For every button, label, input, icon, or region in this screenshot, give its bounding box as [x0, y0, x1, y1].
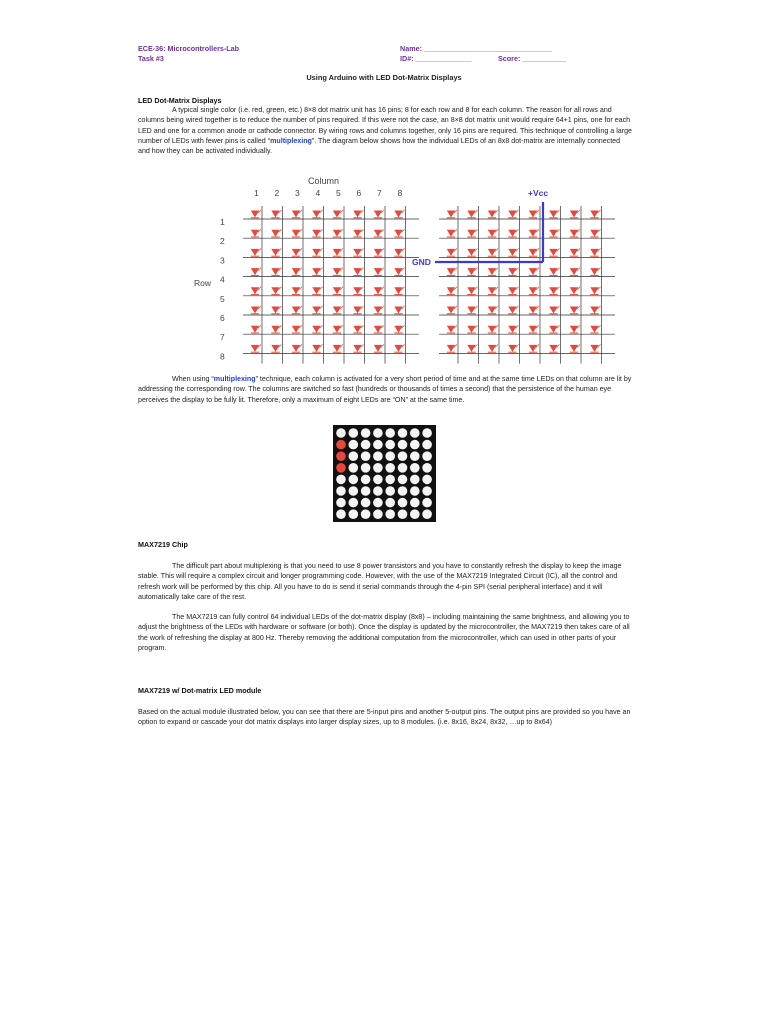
- led-diode: [467, 287, 477, 295]
- unlit-led: [422, 475, 432, 485]
- unlit-led: [373, 486, 383, 496]
- lit-led: [336, 451, 346, 461]
- column-number: 7: [377, 188, 382, 198]
- unlit-led: [336, 509, 346, 519]
- led-diode: [333, 325, 343, 333]
- led-diode: [374, 287, 384, 295]
- led-diode: [251, 287, 261, 295]
- led-diode: [549, 306, 559, 314]
- led-diode: [271, 325, 281, 333]
- max7219-paragraph-2: The MAX7219 can fully control 64 individual LEDs of the dot-matrix display (8x8) – including maintaining the same brightness, and allowing you to adjust the brightness of the LEDs with hardware or software (or both). Once the display is updated by the microcontroller, the MAX7219 then takes care of all the work of refreshing the display at 800 Hz. Thereby removing the additional computation from the microcontroller, which can used in other parts of your program.: [138, 613, 630, 652]
- led-diode: [549, 344, 559, 352]
- led-diode: [271, 287, 281, 295]
- row-number: 4: [220, 274, 225, 285]
- led-diode: [570, 210, 580, 218]
- lit-led: [336, 463, 346, 473]
- unlit-led: [373, 451, 383, 461]
- unlit-led: [361, 440, 371, 450]
- intro-paragraph: A typical single color (i.e. red, green, etc.) 8×8 dot matrix unit has 16 pins; 8 for each row and 8 for each column. The reason for all rows and columns being wired together is to reduce the number of pins required. If this were not the case, an 8×8 dot matrix unit would require 64+1 pins, one for each LED and one for a common anode or cathode connector. By wiring rows and columns together, only 16 pins are required. This technique of controlling a large number of LEDs with fewer pins is called “multiplexing”. The diagram below shows how the individual LEDs of an 8x8 dot-matrix are internally connected and how they can be activated individually.: [138, 106, 632, 156]
- unlit-led: [349, 440, 359, 450]
- row-number: 8: [220, 351, 225, 362]
- led-diode: [292, 248, 302, 256]
- unlit-led: [422, 509, 432, 519]
- unlit-led: [349, 428, 359, 438]
- led-diode: [488, 344, 498, 352]
- led-diode: [488, 229, 498, 237]
- led-diode: [590, 229, 600, 237]
- column-number: 6: [356, 188, 362, 198]
- led-diode: [271, 229, 281, 237]
- led-diode: [590, 325, 600, 333]
- led-diode: [529, 344, 539, 352]
- unlit-led: [410, 498, 420, 508]
- led-diode: [508, 344, 518, 352]
- unlit-led: [385, 509, 395, 519]
- led-diode: [570, 344, 580, 352]
- section-heading-led-dot-matrix: LED Dot-Matrix Displays: [138, 96, 222, 105]
- led-diode: [394, 210, 404, 218]
- led-diode: [333, 248, 343, 256]
- column-number: 3: [295, 188, 300, 198]
- lit-led: [336, 440, 346, 450]
- unlit-led: [349, 451, 359, 461]
- unlit-led: [349, 475, 359, 485]
- led-diode: [549, 287, 559, 295]
- module-paragraph: Based on the actual module illustrated below, you can see that there are 5-input pins and another 5-output pins. The output pins are provided so you have an option to expand or cascade your dot matrix displays into larger display sizes, up to 8 modules. (i.e. 8x16, 8x24, 8x32, …up to 8x64): [138, 708, 631, 727]
- led-diode: [447, 229, 457, 237]
- led-diode: [292, 268, 302, 276]
- unlit-led: [373, 463, 383, 473]
- led-diode: [447, 248, 457, 256]
- led-diode: [312, 306, 322, 314]
- led-diode: [394, 287, 404, 295]
- led-diode: [488, 287, 498, 295]
- led-diode: [292, 325, 302, 333]
- led-diode: [271, 268, 281, 276]
- lit-led-matrix-image: [333, 425, 436, 522]
- unlit-led: [373, 475, 383, 485]
- page-title: Using Arduino with LED Dot-Matrix Displays: [306, 73, 462, 82]
- led-diode: [549, 268, 559, 276]
- led-diode: [271, 306, 281, 314]
- led-diode: [467, 268, 477, 276]
- column-number: 2: [274, 188, 280, 198]
- led-diode: [251, 325, 261, 333]
- unlit-led: [373, 509, 383, 519]
- led-diode: [353, 344, 363, 352]
- unlit-led: [361, 475, 371, 485]
- led-diode: [529, 306, 539, 314]
- led-grid-right: [439, 206, 615, 364]
- led-diode: [590, 248, 600, 256]
- led-diode: [508, 268, 518, 276]
- column-label: Column: [308, 176, 340, 186]
- led-diode: [394, 325, 404, 333]
- unlit-led: [336, 428, 346, 438]
- led-diode: [394, 229, 404, 237]
- led-diode: [549, 229, 559, 237]
- unlit-led: [361, 463, 371, 473]
- led-diode: [312, 248, 322, 256]
- led-diode: [529, 210, 539, 218]
- led-diode: [251, 306, 261, 314]
- led-diode: [333, 229, 343, 237]
- led-diode: [549, 210, 559, 218]
- led-diode: [590, 268, 600, 276]
- led-diode: [508, 229, 518, 237]
- led-diode: [271, 248, 281, 256]
- led-diode: [488, 210, 498, 218]
- led-diode: [508, 287, 518, 295]
- led-diode: [353, 229, 363, 237]
- led-diode: [312, 344, 322, 352]
- led-diode: [549, 248, 559, 256]
- led-diode: [447, 306, 457, 314]
- row-label: Row: [194, 278, 212, 288]
- unlit-led: [361, 486, 371, 496]
- unlit-led: [336, 475, 346, 485]
- unlit-led: [385, 428, 395, 438]
- unlit-led: [422, 451, 432, 461]
- led-diode: [333, 268, 343, 276]
- column-numbers: [254, 188, 403, 198]
- led-diode: [570, 229, 580, 237]
- row-number: 6: [220, 313, 225, 323]
- column-number: 4: [315, 188, 321, 198]
- led-diode: [570, 306, 580, 314]
- unlit-led: [410, 475, 420, 485]
- row-number: 5: [220, 293, 225, 304]
- led-diode: [312, 210, 322, 218]
- unlit-led: [398, 498, 408, 508]
- multiplexing-paragraph: When using “multiplexing” technique, each column is activated for a very short period of time and at the same time LEDs on that column are lit by addressing the corresponding row. The columns are switched so fast (hundreds or thousands of times a second) that the persistence of the human eye perceives the display to be fully lit. Therefore, only a maximum of eight LEDs are “ON” at the same time.: [138, 375, 632, 404]
- led-diode: [374, 248, 384, 256]
- led-diode: [508, 306, 518, 314]
- led-diode: [312, 268, 322, 276]
- led-diode: [447, 344, 457, 352]
- led-diode: [374, 325, 384, 333]
- led-diode: [374, 268, 384, 276]
- unlit-led: [349, 509, 359, 519]
- unlit-led: [398, 509, 408, 519]
- unlit-led: [336, 498, 346, 508]
- column-number: 8: [397, 188, 403, 198]
- row-number: 2: [220, 236, 225, 247]
- led-diode: [570, 268, 580, 276]
- name-field: Name: ________________________________: [400, 44, 552, 53]
- unlit-led: [349, 463, 359, 473]
- led-diode: [374, 344, 384, 352]
- unlit-led: [398, 463, 408, 473]
- led-diode: [488, 325, 498, 333]
- column-number: 1: [254, 188, 259, 198]
- unlit-led: [336, 486, 346, 496]
- led-diode: [590, 344, 600, 352]
- led-diode: [271, 344, 281, 352]
- led-diode: [251, 229, 261, 237]
- course-title: ECE-36: Microcontrollers-Lab: [138, 44, 240, 53]
- led-diode: [333, 306, 343, 314]
- led-diode: [292, 344, 302, 352]
- column-number: 5: [336, 188, 341, 198]
- led-diode: [353, 287, 363, 295]
- section-heading-module: MAX7219 w/ Dot-matrix LED module: [138, 686, 262, 695]
- unlit-led: [422, 486, 432, 496]
- led-diode: [447, 287, 457, 295]
- led-diode: [292, 306, 302, 314]
- row-numbers: [220, 217, 225, 361]
- row-number: 7: [220, 332, 225, 343]
- led-diode: [374, 229, 384, 237]
- led-diode: [508, 248, 518, 256]
- unlit-led: [410, 428, 420, 438]
- led-diode: [374, 306, 384, 314]
- task-number: Task #3: [138, 54, 164, 63]
- led-diode: [590, 210, 600, 218]
- led-diode: [488, 268, 498, 276]
- led-diode: [292, 287, 302, 295]
- led-diode: [570, 325, 580, 333]
- unlit-led: [410, 509, 420, 519]
- unlit-led: [349, 486, 359, 496]
- unlit-led: [385, 498, 395, 508]
- unlit-led: [385, 475, 395, 485]
- led-diode: [312, 325, 322, 333]
- unlit-led: [361, 451, 371, 461]
- unlit-led: [422, 463, 432, 473]
- dot-matrix-wiring-diagram: [190, 172, 620, 367]
- led-diode: [292, 229, 302, 237]
- led-diode: [292, 210, 302, 218]
- unlit-led: [385, 440, 395, 450]
- led-diode: [374, 210, 384, 218]
- led-diode: [590, 306, 600, 314]
- unlit-led: [361, 509, 371, 519]
- led-diode: [467, 248, 477, 256]
- led-diode: [467, 210, 477, 218]
- led-diode: [447, 268, 457, 276]
- unlit-led: [410, 486, 420, 496]
- led-diode: [590, 287, 600, 295]
- led-diode: [312, 287, 322, 295]
- led-diode: [570, 287, 580, 295]
- unlit-led: [410, 463, 420, 473]
- led-diode: [251, 268, 261, 276]
- unlit-led: [361, 498, 371, 508]
- id-field: ID#: ______________: [400, 54, 472, 63]
- led-diode: [353, 306, 363, 314]
- led-diode: [467, 325, 477, 333]
- led-diode: [353, 268, 363, 276]
- led-diode: [529, 229, 539, 237]
- led-diode: [333, 287, 343, 295]
- led-diode: [467, 306, 477, 314]
- led-diode: [529, 287, 539, 295]
- led-diode: [549, 325, 559, 333]
- unlit-led: [373, 498, 383, 508]
- led-diode: [251, 344, 261, 352]
- led-diode: [394, 344, 404, 352]
- unlit-led: [398, 475, 408, 485]
- led-diode: [570, 248, 580, 256]
- led-diode: [508, 325, 518, 333]
- unlit-led: [385, 451, 395, 461]
- led-grid-left: [243, 206, 419, 364]
- led-diode: [333, 210, 343, 218]
- led-diode: [488, 306, 498, 314]
- unlit-led: [385, 486, 395, 496]
- unlit-led: [398, 440, 408, 450]
- led-diode: [271, 210, 281, 218]
- led-diode: [529, 248, 539, 256]
- unlit-led: [410, 440, 420, 450]
- score-field: Score: ___________: [498, 54, 567, 63]
- led-diode: [251, 210, 261, 218]
- led-diode: [529, 325, 539, 333]
- vcc-label: +Vcc: [528, 188, 549, 198]
- led-diode: [353, 210, 363, 218]
- max7219-paragraph-1: The difficult part about multiplexing is that you need to use 8 power transistors and you have to constantly refresh the display to keep the image stable. This will require a complex circuit and longer programming code. However, with the use of the MAX7219 Integrated Circuit (IC), all the control and refresh work will be performed by this chip. All you have to do is send it serial commands through the 4-pin SPI (serial peripheral interface) and it will automatically take care of the rest.: [138, 562, 622, 601]
- led-diode: [394, 248, 404, 256]
- unlit-led: [410, 451, 420, 461]
- unlit-led: [398, 486, 408, 496]
- led-diode: [312, 229, 322, 237]
- led-diode: [467, 344, 477, 352]
- unlit-led: [373, 440, 383, 450]
- unlit-led: [373, 428, 383, 438]
- led-diode: [508, 210, 518, 218]
- led-diode: [353, 325, 363, 333]
- led-diode: [353, 248, 363, 256]
- unlit-led: [349, 498, 359, 508]
- gnd-label: GND: [412, 257, 431, 267]
- led-diode: [251, 248, 261, 256]
- unlit-led: [361, 428, 371, 438]
- led-diode: [447, 210, 457, 218]
- unlit-led: [385, 463, 395, 473]
- unlit-led: [422, 498, 432, 508]
- led-diode: [488, 248, 498, 256]
- led-diode: [467, 229, 477, 237]
- unlit-led: [422, 440, 432, 450]
- led-diode: [394, 306, 404, 314]
- led-diode: [529, 268, 539, 276]
- unlit-led: [422, 428, 432, 438]
- section-heading-max7219: MAX7219 Chip: [138, 540, 188, 549]
- unlit-led: [398, 428, 408, 438]
- row-number: 3: [220, 255, 225, 266]
- led-diode: [394, 268, 404, 276]
- unlit-led: [398, 451, 408, 461]
- led-diode: [333, 344, 343, 352]
- led-diode: [447, 325, 457, 333]
- row-number: 1: [220, 217, 225, 227]
